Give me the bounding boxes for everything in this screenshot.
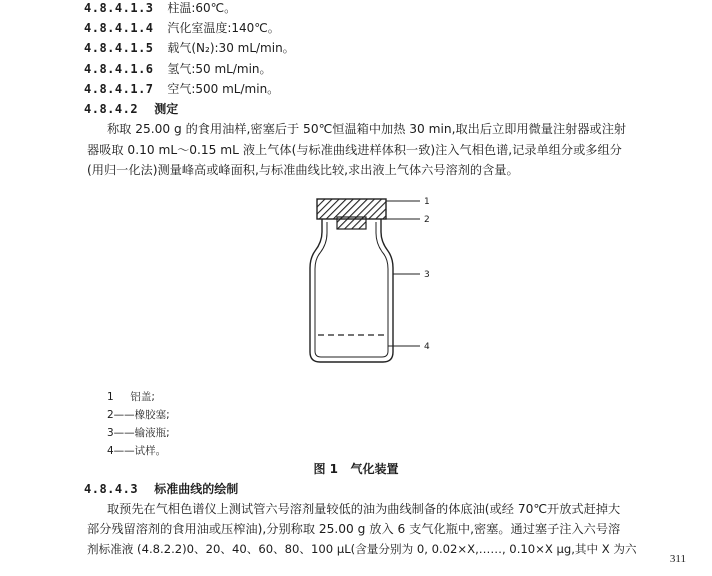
callout-2: 2 <box>424 215 430 225</box>
curve-paragraph-line-3: 剂标准液 (4.8.2.2)0、20、40、60、80、100 μL(含量分别为 0, 0.02×X,……, 0.10×X μg,其中 X 为六 <box>87 542 637 556</box>
infusion-bottle <box>310 219 393 362</box>
item-number: 4.8.4.1.6 <box>84 62 154 76</box>
item-text: 汽化室温度:140℃。 <box>167 21 280 35</box>
figure-caption: 图 1 气化装置 <box>313 462 399 476</box>
page-number: 311 <box>669 553 686 565</box>
item-number: 4.8.4.1.3 <box>84 1 154 15</box>
legend-item-2: 2——橡胶塞; <box>107 409 170 421</box>
callout-3: 3 <box>424 270 430 280</box>
item-text: 载气(N₂):30 mL/min。 <box>167 41 295 55</box>
callout-1: 1 <box>424 197 430 207</box>
item-text: 空气:500 mL/min。 <box>167 82 280 96</box>
curve-paragraph-line-1: 取预先在气相色谱仪上测试管六号溶剂量较低的油为曲线制备的体底油(或经 70℃开放式赶掉大 <box>107 502 621 516</box>
aluminum-cap <box>317 199 386 219</box>
curve-paragraph-line-2: 部分残留溶剂的食用油或压榨油),分别称取 25.00 g 放入 6 支气化瓶中,密塞。通过塞子注入六号溶 <box>87 522 621 536</box>
section-title: 标准曲线的绘制 <box>154 482 239 496</box>
measure-paragraph-line-1: 称取 25.00 g 的食用油样,密塞后于 50℃恒温箱中加热 30 min,取出后立即用微量注射器或注射 <box>107 122 627 136</box>
item-number: 4.8.4.1.5 <box>84 41 154 55</box>
item-text: 柱温:60℃。 <box>167 1 237 15</box>
section-title: 测定 <box>154 102 179 116</box>
item-text: 氢气:50 mL/min。 <box>167 62 272 76</box>
measure-paragraph-line-2: 器吸取 0.10 mL～0.15 mL 液上气体(与标准曲线进样体积一致)注入气相色谱,记录单组分或多组分 <box>87 143 622 157</box>
callout-4: 4 <box>424 342 430 352</box>
item-number: 4.8.4.1.4 <box>84 21 154 35</box>
rubber-stopper <box>337 217 366 229</box>
section-number: 4.8.4.3 <box>84 482 139 496</box>
section-heading-curve <box>84 481 238 497</box>
legend-item-1: 1 铝盖; <box>107 391 155 403</box>
measure-paragraph-line-3: (用归一化法)测量峰高或峰面积,与标准曲线比较,求出液上气体六号溶剂的含量。 <box>87 163 519 177</box>
section-number: 4.8.4.2 <box>84 102 139 116</box>
item-number: 4.8.4.1.7 <box>84 82 154 96</box>
legend-item-4: 4——试样。 <box>107 445 167 457</box>
legend-item-3: 3——输液瓶; <box>107 427 170 439</box>
